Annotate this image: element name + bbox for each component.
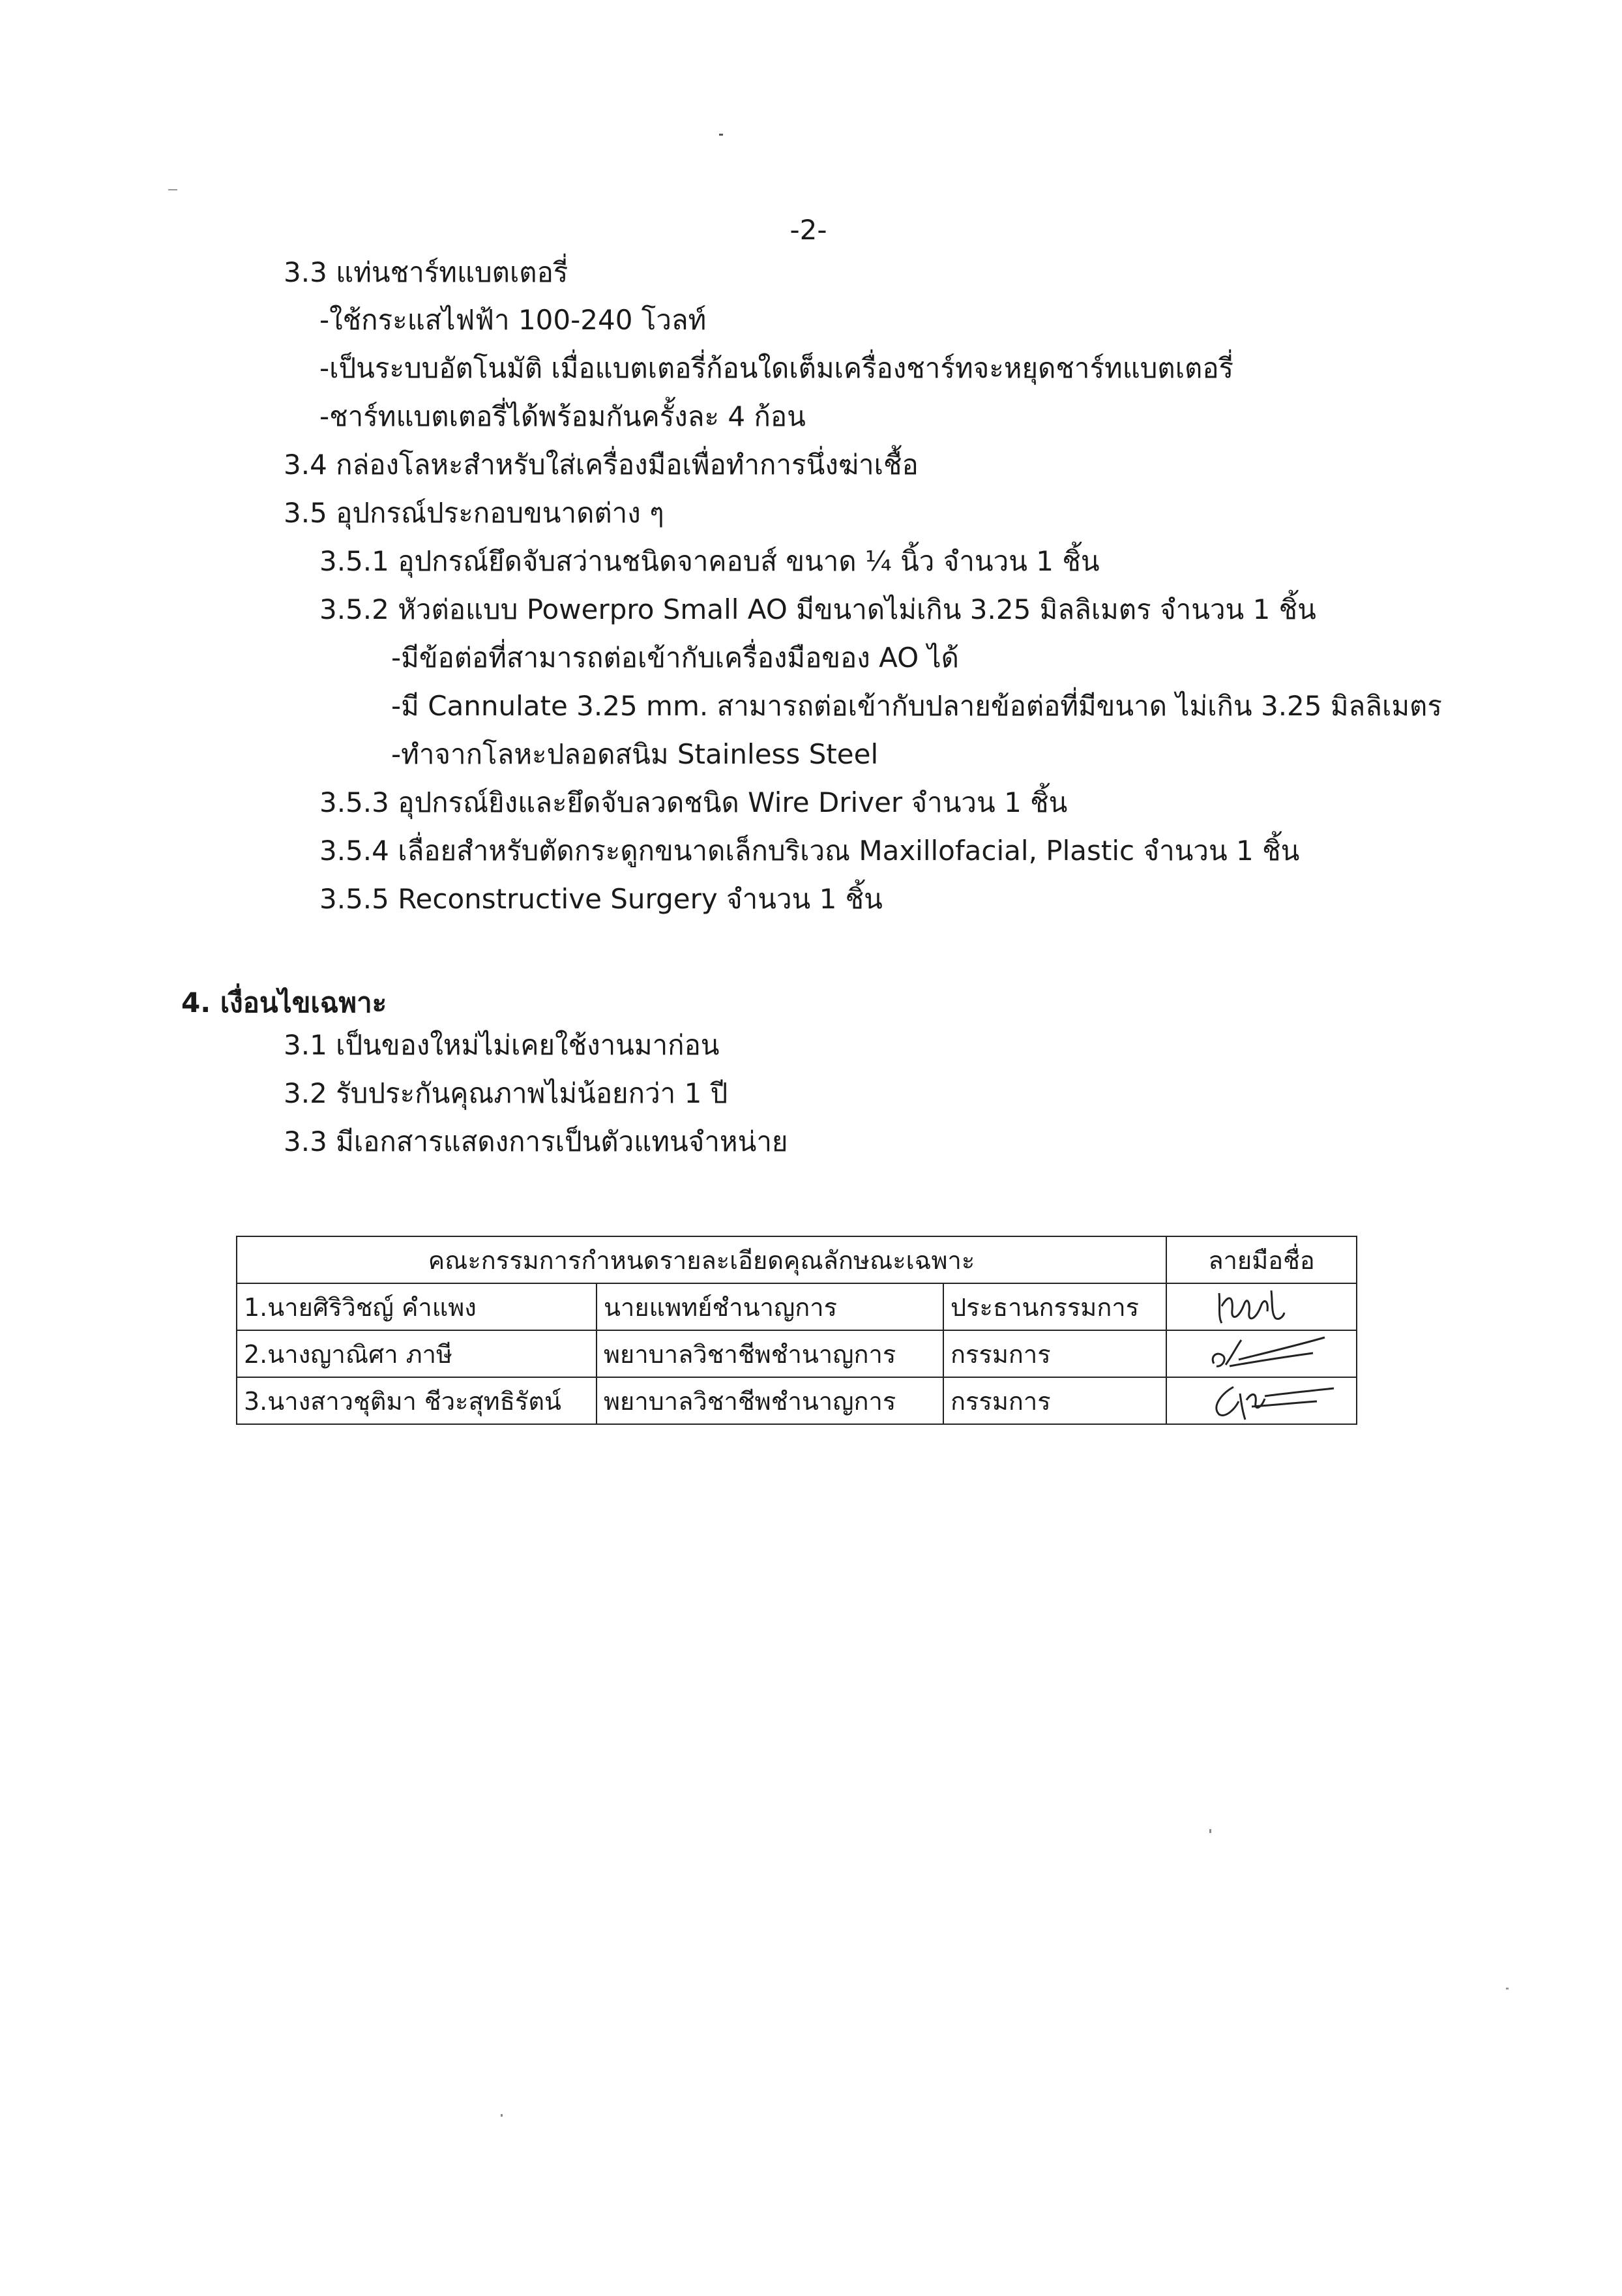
scan-dot bbox=[501, 2114, 503, 2117]
signature-cell bbox=[1166, 1330, 1357, 1377]
committee-header: คณะกรรมการกำหนดรายละเอียดคุณลักษณะเฉพาะ bbox=[237, 1236, 1166, 1283]
member-position: นายแพทย์ชำนาญการ bbox=[597, 1283, 943, 1330]
item-3-5-2-a: -มีข้อต่อที่สามารถต่อเข้ากับเครื่องมือของ AO ได้ bbox=[391, 642, 959, 674]
signature-cell bbox=[1166, 1283, 1357, 1330]
item-3-3-auto: -เป็นระบบอัตโนมัติ เมื่อแบตเตอรี่ก้อนใดเต็มเครื่องชาร์ทจะหยุดชาร์ทแบตเตอรี่ bbox=[319, 352, 1234, 384]
member-role: กรรมการ bbox=[943, 1330, 1166, 1377]
scan-dot bbox=[1209, 1829, 1211, 1833]
condition-2: 3.2 รับประกันคุณภาพไม่น้อยกว่า 1 ปี bbox=[284, 1077, 728, 1109]
scan-dot bbox=[719, 134, 723, 136]
section-4-heading: 4. เงื่อนไขเฉพาะ bbox=[181, 987, 387, 1019]
signature-1 bbox=[1173, 1287, 1336, 1327]
committee-header-row bbox=[237, 1236, 1357, 1283]
committee-table bbox=[236, 1236, 1357, 1425]
signature-2 bbox=[1173, 1334, 1336, 1374]
table-row bbox=[237, 1377, 1357, 1424]
table-row bbox=[237, 1283, 1357, 1330]
table-row bbox=[237, 1330, 1357, 1377]
item-3-4: 3.4 กล่องโลหะสำหรับใส่เครื่องมือเพื่อทำการนึ่งฆ่าเชื้อ bbox=[284, 449, 919, 481]
scan-dot bbox=[1506, 1988, 1509, 1990]
item-3-3-voltage: -ใช้กระแสไฟฟ้า 100-240 โวลท์ bbox=[319, 304, 707, 336]
signature-3 bbox=[1173, 1380, 1336, 1421]
item-3-3-capacity: -ชาร์ทแบตเตอรี่ได้พร้อมกันครั้งละ 4 ก้อน bbox=[319, 400, 806, 432]
page-number: -2- bbox=[789, 214, 827, 246]
member-name: 2.นางญาณิศา ภาษี bbox=[237, 1330, 597, 1377]
member-position: พยาบาลวิชาชีพชำนาญการ bbox=[597, 1377, 943, 1424]
member-name: 1.นายศิริวิชญ์ คำแพง bbox=[237, 1283, 597, 1330]
item-3-5-3: 3.5.3 อุปกรณ์ยิงและยึดจับลวดชนิด Wire Driver จำนวน 1 ชิ้น bbox=[319, 786, 1068, 818]
member-name: 3.นางสาวชุติมา ชีวะสุทธิรัตน์ bbox=[237, 1377, 597, 1424]
condition-3: 3.3 มีเอกสารแสดงการเป็นตัวแทนจำหน่าย bbox=[284, 1126, 788, 1157]
item-3-5-2: 3.5.2 หัวต่อแบบ Powerpro Small AO มีขนาดไม่เกิน 3.25 มิลลิเมตร จำนวน 1 ชิ้น bbox=[319, 593, 1316, 625]
item-3-5: 3.5 อุปกรณ์ประกอบขนาดต่าง ๆ bbox=[284, 497, 664, 529]
signature-cell bbox=[1166, 1377, 1357, 1424]
signature-header: ลายมือชื่อ bbox=[1166, 1236, 1357, 1283]
item-3-5-4: 3.5.4 เลื่อยสำหรับตัดกระดูกขนาดเล็กบริเวณ Maxillofacial, Plastic จำนวน 1 ชิ้น bbox=[319, 835, 1300, 867]
member-role: ประธานกรรมการ bbox=[943, 1283, 1166, 1330]
item-3-5-2-c: -ทำจากโลหะปลอดสนิม Stainless Steel bbox=[391, 738, 879, 770]
scan-dot bbox=[168, 189, 177, 190]
item-3-5-5: 3.5.5 Reconstructive Surgery จำนวน 1 ชิ้น bbox=[319, 883, 883, 915]
member-position: พยาบาลวิชาชีพชำนาญการ bbox=[597, 1330, 943, 1377]
item-3-5-1: 3.5.1 อุปกรณ์ยึดจับสว่านชนิดจาคอบส์ ขนาด ¼ นิ้ว จำนวน 1 ชิ้น bbox=[319, 545, 1100, 577]
member-role: กรรมการ bbox=[943, 1377, 1166, 1424]
item-3-3: 3.3 แท่นชาร์ทแบตเตอรี่ bbox=[284, 256, 568, 288]
condition-1: 3.1 เป็นของใหม่ไม่เคยใช้งานมาก่อน bbox=[284, 1029, 720, 1061]
item-3-5-2-b: -มี Cannulate 3.25 mm. สามารถต่อเข้ากับปลายข้อต่อที่มีขนาด ไม่เกิน 3.25 มิลลิเมตร bbox=[391, 690, 1442, 722]
